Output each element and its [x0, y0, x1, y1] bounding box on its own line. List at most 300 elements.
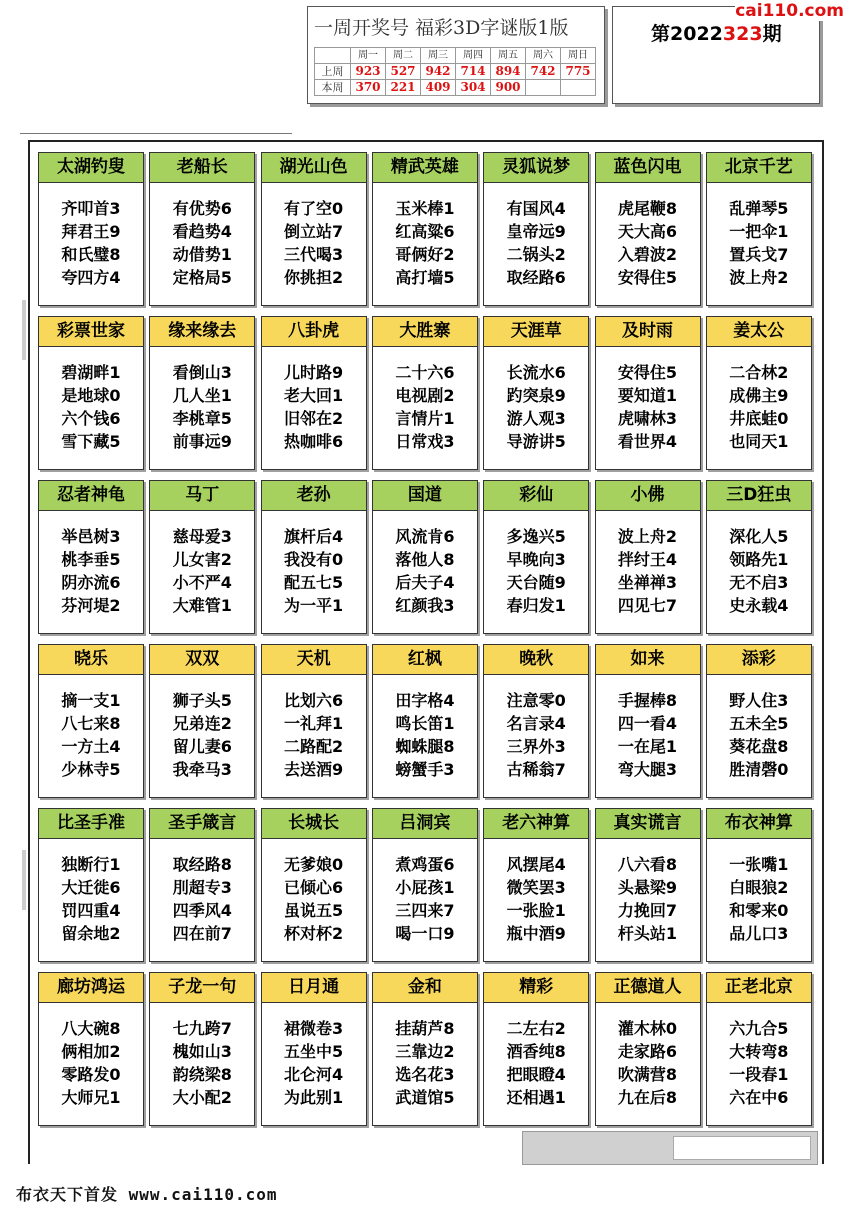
clue-line: 定格局5 — [172, 268, 232, 287]
clue-line: 留余地2 — [61, 924, 121, 943]
clue-line: 早晚向3 — [506, 550, 566, 569]
card-title: 彩仙 — [484, 481, 588, 511]
clue-line: 四见七7 — [617, 596, 678, 615]
clue-line: 韵绕梁8 — [172, 1065, 232, 1084]
clue-line: 和氏璧8 — [61, 245, 121, 264]
day-label: 周五 — [491, 48, 526, 64]
puzzle-card — [372, 972, 478, 1126]
card-title: 彩票世家 — [39, 317, 143, 347]
card-title: 缘来缘去 — [150, 317, 254, 347]
clue-line: 虎啸林3 — [617, 409, 678, 428]
clue-line: 大师兄1 — [61, 1088, 121, 1107]
draw-number — [561, 80, 596, 96]
card-title: 精武英雄 — [373, 153, 477, 183]
clue-line: 天台随9 — [506, 573, 566, 592]
clue-line: 安得住5 — [617, 268, 678, 287]
card-title: 老六神算 — [484, 809, 588, 839]
clue-line: 有了空0 — [284, 199, 344, 218]
draw-number: 221 — [386, 80, 421, 96]
card-title: 子龙一句 — [150, 973, 254, 1003]
puzzle-card — [483, 972, 589, 1126]
clue-line: 坐禅禅3 — [617, 573, 678, 592]
card-lines — [39, 361, 143, 453]
puzzle-card — [595, 972, 701, 1126]
card-lines — [150, 853, 254, 945]
clue-line: 导游讲5 — [506, 432, 566, 451]
bottom-bar — [522, 1131, 818, 1165]
puzzle-card — [595, 480, 701, 634]
clue-line: 罚四重4 — [61, 901, 121, 920]
clue-line: 风流肯6 — [395, 527, 455, 546]
clue-line: 四一看4 — [617, 714, 678, 733]
clue-line: 我牵马3 — [172, 760, 232, 779]
clue-line: 大迁徙6 — [61, 878, 121, 897]
clue-line: 多逸兴5 — [506, 527, 566, 546]
clue-line: 一礼拜1 — [284, 714, 344, 733]
clue-line: 一在尾1 — [617, 737, 678, 756]
clue-line: 白眼狼2 — [729, 878, 789, 897]
clue-line: 看趋势4 — [172, 222, 232, 241]
clue-line: 吹满营8 — [617, 1065, 678, 1084]
card-title: 正德道人 — [596, 973, 700, 1003]
puzzle-card — [38, 644, 144, 798]
clue-line: 言情片1 — [395, 409, 455, 428]
card-title: 姜太公 — [707, 317, 811, 347]
clue-line: 三界外3 — [506, 737, 566, 756]
card-title: 国道 — [373, 481, 477, 511]
card-lines — [596, 1017, 700, 1109]
clue-line: 波上舟2 — [617, 527, 678, 546]
clue-line: 二左右2 — [506, 1019, 566, 1038]
clue-line: 玉米棒1 — [395, 199, 455, 218]
clue-line: 力挽回7 — [617, 901, 678, 920]
clue-line: 一段春1 — [729, 1065, 789, 1084]
clue-line: 无不启3 — [729, 573, 789, 592]
clue-line: 武道馆5 — [395, 1088, 455, 1107]
card-title: 圣手箴言 — [150, 809, 254, 839]
clue-line: 慈母爱3 — [172, 527, 232, 546]
card-lines — [596, 525, 700, 617]
puzzle-card — [706, 316, 812, 470]
issue-number: 323 — [722, 23, 763, 45]
day-label: 周一 — [351, 48, 386, 64]
day-label: 周四 — [456, 48, 491, 64]
clue-line: 二路配2 — [284, 737, 344, 756]
clue-line: 小屁孩1 — [395, 878, 455, 897]
card-lines — [484, 853, 588, 945]
clue-line: 无爹娘0 — [284, 855, 344, 874]
clue-line: 蜘蛛腿8 — [395, 737, 455, 756]
clue-line: 胜清磬0 — [729, 760, 789, 779]
card-lines — [484, 689, 588, 781]
site-url[interactable]: cai110.com — [735, 1, 844, 21]
card-lines — [707, 197, 811, 289]
card-title: 真实谎言 — [596, 809, 700, 839]
card-lines — [707, 361, 811, 453]
clue-line: 灌木林0 — [617, 1019, 678, 1038]
clue-line: 小不严4 — [172, 573, 232, 592]
clue-line: 你挑担2 — [284, 268, 344, 287]
card-lines — [373, 853, 477, 945]
card-title: 八卦虎 — [262, 317, 366, 347]
clue-line: 大小配2 — [172, 1088, 232, 1107]
clue-line: 一方土4 — [61, 737, 121, 756]
draw-number: 775 — [561, 64, 596, 80]
clue-line: 热咖啡6 — [284, 432, 344, 451]
last-week-label: 上周 — [315, 64, 351, 80]
puzzle-card — [706, 480, 812, 634]
card-lines — [262, 689, 366, 781]
clue-line: 古稀翁7 — [506, 760, 566, 779]
clue-line: 走家路6 — [617, 1042, 678, 1061]
card-lines — [707, 853, 811, 945]
card-lines — [150, 197, 254, 289]
card-lines — [373, 361, 477, 453]
clue-line: 五未全5 — [729, 714, 789, 733]
card-title: 及时雨 — [596, 317, 700, 347]
bottom-field — [673, 1136, 811, 1160]
clue-line: 深化人5 — [729, 527, 789, 546]
card-title: 长城长 — [262, 809, 366, 839]
card-lines — [262, 1017, 366, 1109]
clue-line: 四在前7 — [172, 924, 232, 943]
clue-line: 成佛主9 — [729, 386, 789, 405]
clue-line: 六个钱6 — [61, 409, 121, 428]
clue-line: 哥俩好2 — [395, 245, 455, 264]
clue-line: 是地球0 — [61, 386, 121, 405]
card-title: 湖光山色 — [262, 153, 366, 183]
clue-line: 名言录4 — [506, 714, 566, 733]
clue-line: 电视剧2 — [395, 386, 455, 405]
clue-line: 动借势1 — [172, 245, 232, 264]
puzzle-card — [483, 808, 589, 962]
clue-line: 有国风4 — [506, 199, 566, 218]
clue-line: 喝一口9 — [395, 924, 455, 943]
card-title: 灵狐说梦 — [484, 153, 588, 183]
card-lines — [484, 1017, 588, 1109]
clue-line: 趵突泉9 — [506, 386, 566, 405]
card-lines — [262, 525, 366, 617]
draw-number: 742 — [526, 64, 561, 80]
clue-line: 看倒山3 — [172, 363, 232, 382]
puzzle-card — [706, 644, 812, 798]
clue-line: 安得住5 — [617, 363, 678, 382]
card-lines — [596, 689, 700, 781]
card-lines — [150, 689, 254, 781]
clue-line: 三靠边2 — [395, 1042, 455, 1061]
clue-line: 手握棒8 — [617, 691, 678, 710]
puzzle-card — [261, 808, 367, 962]
puzzle-card — [483, 480, 589, 634]
clue-line: 也同天1 — [729, 432, 789, 451]
card-title: 晓乐 — [39, 645, 143, 675]
clue-line: 一把伞1 — [729, 222, 789, 241]
puzzle-card — [372, 480, 478, 634]
clue-line: 八七来8 — [61, 714, 121, 733]
card-lines — [484, 361, 588, 453]
puzzle-card — [149, 480, 255, 634]
card-title: 金和 — [373, 973, 477, 1003]
clue-line: 裙微卷3 — [284, 1019, 344, 1038]
this-week-label: 本周 — [315, 80, 351, 96]
puzzle-card — [38, 152, 144, 306]
draw-number: 527 — [386, 64, 421, 80]
card-lines — [262, 361, 366, 453]
clue-line: 四季风4 — [172, 901, 232, 920]
card-lines — [373, 1017, 477, 1109]
card-title: 双双 — [150, 645, 254, 675]
clue-line: 入碧波2 — [617, 245, 678, 264]
card-lines — [150, 1017, 254, 1109]
draw-number: 942 — [421, 64, 456, 80]
clue-line: 史永载4 — [729, 596, 789, 615]
card-title: 北京千艺 — [707, 153, 811, 183]
clue-line: 野人住3 — [729, 691, 789, 710]
draw-number: 894 — [491, 64, 526, 80]
clue-line: 长流水6 — [506, 363, 566, 382]
card-title: 晚秋 — [484, 645, 588, 675]
day-label: 周三 — [421, 48, 456, 64]
puzzle-card — [372, 316, 478, 470]
puzzle-card — [595, 316, 701, 470]
clue-line: 注意零0 — [506, 691, 566, 710]
clue-line: 皇帝远9 — [506, 222, 566, 241]
clue-line: 三代喝3 — [284, 245, 344, 264]
puzzle-card — [149, 152, 255, 306]
clue-line: 葵花盘8 — [729, 737, 789, 756]
clue-line: 齐叩首3 — [61, 199, 121, 218]
clue-line: 比划六6 — [284, 691, 344, 710]
clue-line: 八大碗8 — [61, 1019, 121, 1038]
day-label: 周日 — [561, 48, 596, 64]
clue-line: 六在中6 — [729, 1088, 789, 1107]
card-lines — [484, 197, 588, 289]
clue-line: 几人坐1 — [172, 386, 232, 405]
clue-line: 乱弹琴5 — [729, 199, 789, 218]
clue-line: 狮子头5 — [172, 691, 232, 710]
puzzle-card — [149, 644, 255, 798]
card-lines — [262, 853, 366, 945]
puzzle-card — [261, 480, 367, 634]
weekly-draw-panel — [307, 6, 605, 104]
card-title: 大胜寨 — [373, 317, 477, 347]
clue-line: 瓶中酒9 — [506, 924, 566, 943]
card-title: 蓝色闪电 — [596, 153, 700, 183]
clue-line: 游人观3 — [506, 409, 566, 428]
card-title: 三D狂虫 — [707, 481, 811, 511]
puzzle-card — [595, 808, 701, 962]
clue-line: 二十六6 — [395, 363, 455, 382]
card-lines — [150, 361, 254, 453]
clue-line: 风摆尾4 — [506, 855, 566, 874]
card-title: 添彩 — [707, 645, 811, 675]
draw-number: 370 — [351, 80, 386, 96]
clue-line: 田字格4 — [395, 691, 455, 710]
clue-line: 和零来0 — [729, 901, 789, 920]
card-lines — [39, 197, 143, 289]
clue-line: 七九跨7 — [172, 1019, 232, 1038]
card-title: 吕洞宾 — [373, 809, 477, 839]
card-title: 忍者神龟 — [39, 481, 143, 511]
card-title: 日月通 — [262, 973, 366, 1003]
puzzle-card — [38, 972, 144, 1126]
clue-line: 置兵戈7 — [729, 245, 789, 264]
clue-line: 品儿口3 — [729, 924, 789, 943]
puzzle-card — [38, 808, 144, 962]
clue-line: 李桃章5 — [172, 409, 232, 428]
clue-line: 红颜我3 — [395, 596, 455, 615]
card-title: 如来 — [596, 645, 700, 675]
puzzle-card — [706, 152, 812, 306]
card-title: 正老北京 — [707, 973, 811, 1003]
clue-line: 杯对杯2 — [284, 924, 344, 943]
clue-line: 前事远9 — [172, 432, 232, 451]
clue-line: 六九合5 — [729, 1019, 789, 1038]
puzzle-card — [149, 316, 255, 470]
clue-line: 二合林2 — [729, 363, 789, 382]
clue-line: 老大回1 — [284, 386, 344, 405]
clue-line: 落他人8 — [395, 550, 455, 569]
puzzle-card — [483, 152, 589, 306]
puzzle-card — [261, 644, 367, 798]
clue-line: 井底蛙0 — [729, 409, 789, 428]
card-title: 红枫 — [373, 645, 477, 675]
card-title: 比圣手准 — [39, 809, 143, 839]
card-title: 太湖钓叟 — [39, 153, 143, 183]
puzzle-card — [372, 152, 478, 306]
last-week-row — [315, 64, 596, 80]
puzzle-card — [261, 316, 367, 470]
puzzle-card — [38, 480, 144, 634]
clue-line: 儿时路9 — [284, 363, 344, 382]
clue-line: 虎尾鞭8 — [617, 199, 678, 218]
card-title: 廊坊鸿运 — [39, 973, 143, 1003]
clue-line: 还相遇1 — [506, 1088, 566, 1107]
clue-line: 雪下藏5 — [61, 432, 121, 451]
clue-line: 杆头站1 — [617, 924, 678, 943]
clue-line: 取经路6 — [506, 268, 566, 287]
clue-line: 我没有0 — [284, 550, 344, 569]
draw-number — [526, 80, 561, 96]
puzzle-card — [595, 152, 701, 306]
card-lines — [39, 525, 143, 617]
card-title: 老孙 — [262, 481, 366, 511]
card-lines — [373, 525, 477, 617]
clue-line: 已倾心6 — [284, 878, 344, 897]
clue-line: 一张脸1 — [506, 901, 566, 920]
puzzle-card — [261, 152, 367, 306]
clue-line: 为一平1 — [284, 596, 344, 615]
draw-number: 923 — [351, 64, 386, 80]
card-lines — [373, 689, 477, 781]
card-title: 小佛 — [596, 481, 700, 511]
clue-line: 夸四方4 — [61, 268, 121, 287]
clue-line: 配五七5 — [284, 573, 344, 592]
clue-line: 独断行1 — [61, 855, 121, 874]
clue-line: 红高粱6 — [395, 222, 455, 241]
clue-line: 摘一支1 — [61, 691, 121, 710]
clue-line: 把眼瞪4 — [506, 1065, 566, 1084]
card-lines — [707, 1017, 811, 1109]
clue-line: 挂葫芦8 — [395, 1019, 455, 1038]
clue-line: 北仑河4 — [284, 1065, 344, 1084]
draw-number: 714 — [456, 64, 491, 80]
this-week-row — [315, 80, 596, 96]
clue-line: 看世界4 — [617, 432, 678, 451]
footer-text: 布衣天下首发 www.cai110.com — [16, 1185, 278, 1204]
clue-line: 阴亦流6 — [61, 573, 121, 592]
clue-line: 选名花3 — [395, 1065, 455, 1084]
card-title: 天涯草 — [484, 317, 588, 347]
clue-line: 倒立站7 — [284, 222, 344, 241]
clue-line: 俩相加2 — [61, 1042, 121, 1061]
card-lines — [484, 525, 588, 617]
clue-line: 春归发1 — [506, 596, 566, 615]
clue-line: 留儿妻6 — [172, 737, 232, 756]
card-lines — [596, 361, 700, 453]
clue-line: 螃蟹手3 — [395, 760, 455, 779]
draw-number: 409 — [421, 80, 456, 96]
clue-line: 领路先1 — [729, 550, 789, 569]
card-title: 天机 — [262, 645, 366, 675]
issue-label: 第2022323期 — [651, 23, 782, 45]
puzzle-card — [149, 808, 255, 962]
divider — [22, 850, 26, 910]
clue-line: 刖超专3 — [172, 878, 232, 897]
clue-line: 大转弯8 — [729, 1042, 789, 1061]
panel-title: 一周开奖号 福彩3D字谜版1版 — [314, 17, 569, 39]
clue-line: 八六看8 — [617, 855, 678, 874]
clue-line: 桃李垂5 — [61, 550, 121, 569]
clue-line: 要知道1 — [617, 386, 678, 405]
clue-line: 少林寺5 — [61, 760, 121, 779]
divider — [20, 133, 292, 134]
draw-number: 304 — [456, 80, 491, 96]
clue-line: 儿女害2 — [172, 550, 232, 569]
clue-line: 五坐中5 — [284, 1042, 344, 1061]
clue-line: 煮鸡蛋6 — [395, 855, 455, 874]
clue-line: 虽说五5 — [284, 901, 344, 920]
puzzle-card — [372, 808, 478, 962]
clue-line: 大难管1 — [172, 596, 232, 615]
puzzle-card — [261, 972, 367, 1126]
clue-line: 有优势6 — [172, 199, 232, 218]
card-title: 精彩 — [484, 973, 588, 1003]
clue-line: 拌纣王4 — [617, 550, 678, 569]
day-label: 周六 — [526, 48, 561, 64]
puzzle-card — [706, 808, 812, 962]
clue-line: 头悬梁9 — [617, 878, 678, 897]
card-title: 马丁 — [150, 481, 254, 511]
clue-line: 二锅头2 — [506, 245, 566, 264]
puzzle-card — [483, 316, 589, 470]
puzzle-card — [483, 644, 589, 798]
clue-line: 举邑树3 — [61, 527, 121, 546]
clue-line: 鸣长笛1 — [395, 714, 455, 733]
card-lines — [373, 197, 477, 289]
clue-line: 三四来7 — [395, 901, 455, 920]
draw-number: 900 — [491, 80, 526, 96]
clue-line: 兄弟连2 — [172, 714, 232, 733]
card-lines — [596, 197, 700, 289]
clue-line: 取经路8 — [172, 855, 232, 874]
clue-line: 天大高6 — [617, 222, 678, 241]
clue-line: 波上舟2 — [729, 268, 789, 287]
clue-line: 微笑罢3 — [506, 878, 566, 897]
clue-line: 日常戏3 — [395, 432, 455, 451]
clue-line: 去送酒9 — [284, 760, 344, 779]
clue-line: 旧邻在2 — [284, 409, 344, 428]
